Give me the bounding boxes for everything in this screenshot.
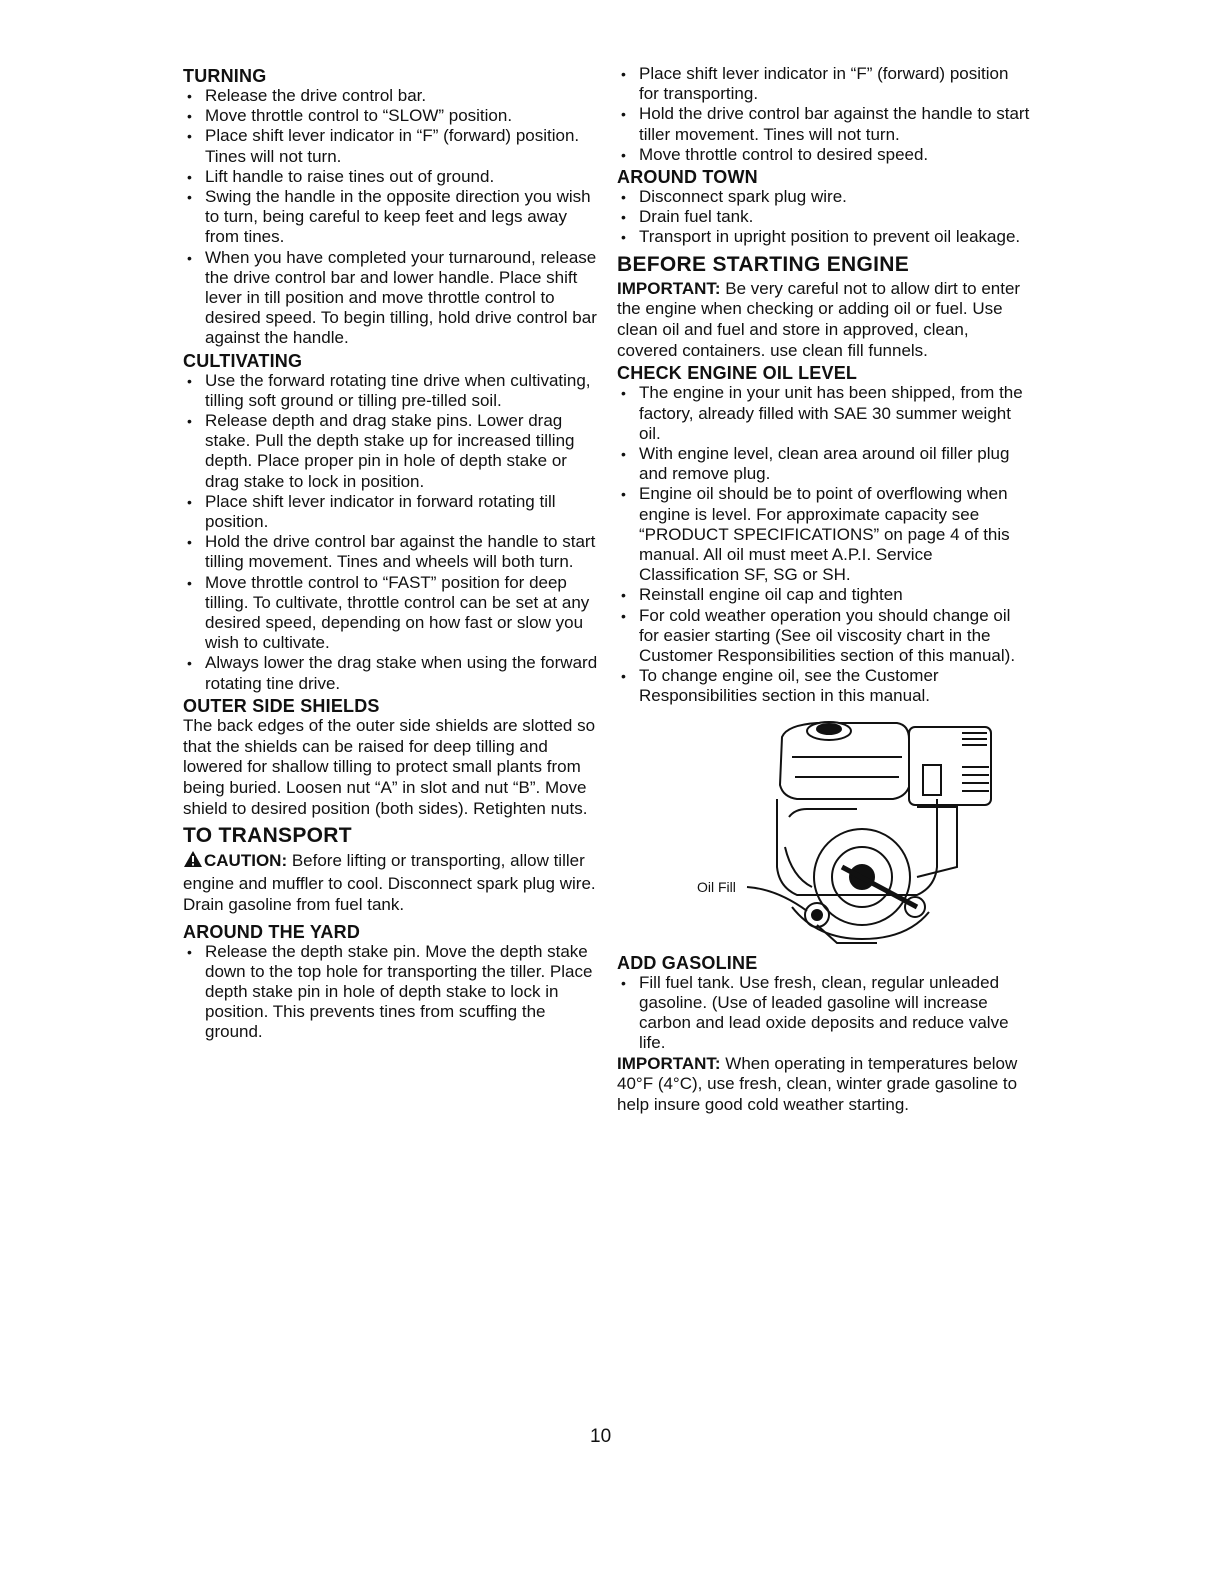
around-town-list	[617, 187, 1032, 248]
caution-label: CAUTION:	[204, 851, 288, 871]
list-item: • Place shift lever indicator in “F” (forward) position for transporting.	[617, 64, 1032, 104]
list-item: • Hold the drive control bar against the handle to start tiller movement. Tines will not turn.	[617, 104, 1032, 144]
list-item: • Move throttle control to “FAST” position for deep tilling. To cultivate, throttle control can be set at any desired speed, depending on how fast or slow you wish to cultivate.	[183, 573, 603, 654]
outer-side-shields-text: The back edges of the outer side shields are slotted so that the shields can be raised for deep tilling and lowered for shallow tilling to protect small plants from being buried. Loosen nut “A” in slot and nut “B”. Move shield to desired position (both sides). Retighten nuts.	[183, 715, 596, 818]
list-item: • With engine level, clean area around oil filler plug and remove plug.	[617, 444, 1032, 484]
oil-fill-label: Oil Fill	[697, 878, 736, 895]
before-starting-heading: BEFORE STARTING ENGINE	[617, 252, 910, 276]
list-item: • Fill fuel tank. Use fresh, clean, regular unleaded gasoline. (Use of leaded gasoline will increase carbon and lead oxide deposits and reduce valve life.	[617, 973, 1032, 1054]
list-item: • The engine in your unit has been shipped, from the factory, already filled with SAE 30 summer weight oil.	[617, 383, 1032, 444]
important-label: IMPORTANT:	[617, 278, 721, 298]
list-item: • When you have completed your turnaround, release the drive control bar and lower handle. Place shift lever in till position and move throttle control to desired speed. To begin tilling, hold drive control bar against the handle.	[183, 248, 603, 349]
list-item: • Drain fuel tank.	[617, 207, 1032, 227]
list-item: • For cold weather operation you should change oil for easier starting (See oil viscosity chart in the Customer Responsibilities section of this manual).	[617, 606, 1032, 667]
list-item: • Move throttle control to desired speed.	[617, 145, 1032, 165]
list-item: • Swing the handle in the opposite direction you wish to turn, being careful to keep feet and legs away from tines.	[183, 187, 603, 248]
list-item: • Place shift lever indicator in forward rotating till position.	[183, 492, 603, 532]
list-item: • Transport in upright position to prevent oil leakage.	[617, 227, 1032, 247]
around-town-heading: AROUND TOWN	[617, 167, 758, 188]
list-item: • Move throttle control to “SLOW” position.	[183, 106, 603, 126]
list-item: • Hold the drive control bar against the handle to start tilling movement. Tines and wheels will both turn.	[183, 532, 603, 572]
transport-continued-list	[617, 64, 1032, 165]
list-item: • Place shift lever indicator in “F” (forward) position. Tines will not turn.	[183, 126, 603, 166]
list-item: • To change engine oil, see the Customer Responsibilities section in this manual.	[617, 666, 1032, 706]
page-number: 10	[590, 1426, 612, 1447]
list-item: • Engine oil should be to point of overflowing when engine is level. For approximate capacity see “PRODUCT SPECIFICATIONS” on page 4 of this manual. All oil must meet A.P.I. Service Classification SF, SG or SH.	[617, 484, 1032, 585]
right-column	[617, 64, 1032, 1116]
turning-list	[183, 86, 603, 349]
important-text: When operating in temperatures below 40°F (4°C), use fresh, clean, winter grade gasoline to help insure good cold weather starting.	[617, 1053, 1018, 1114]
caution-text: Before lifting or transporting, allow tiller engine and muffler to cool. Disconnect spark plug wire. Drain gasoline from fuel tank.	[183, 851, 596, 914]
turning-heading: TURNING	[183, 66, 267, 86]
add-gasoline-list	[617, 973, 1032, 1054]
cultivating-heading: CULTIVATING	[183, 350, 303, 371]
add-gasoline-heading: ADD GASOLINE	[617, 952, 758, 973]
check-oil-heading: CHECK ENGINE OIL LEVEL	[617, 363, 858, 384]
list-item: • Disconnect spark plug wire.	[617, 187, 1032, 207]
to-transport-heading: TO TRANSPORT	[183, 824, 352, 848]
left-column	[183, 64, 603, 1043]
list-item: • Always lower the drag stake when using the forward rotating tine drive.	[183, 653, 603, 693]
list-item: • Release the depth stake pin. Move the depth stake down to the top hole for transporting the tiller. Place depth stake pin in hole of depth stake to lock in position. This prevents tines from scuffing the ground.	[183, 942, 603, 1043]
outer-side-shields-heading: OUTER SIDE SHIELDS	[183, 695, 380, 716]
important-paragraph	[617, 279, 1032, 362]
caution-paragraph	[183, 850, 603, 915]
warning-triangle-icon	[183, 850, 203, 874]
list-item: • Use the forward rotating tine drive when cultivating, tilling soft ground or tilling pre-tilled soil.	[183, 371, 603, 411]
engine-illustration	[617, 717, 1032, 947]
list-item: • Release depth and drag stake pins. Lower drag stake. Pull the depth stake up for increased tilling depth. Place proper pin in hole of depth stake or drag stake to lock in position.	[183, 411, 603, 492]
list-item: • Lift handle to raise tines out of ground.	[183, 167, 603, 187]
around-the-yard-list	[183, 942, 603, 1043]
important-label: IMPORTANT:	[617, 1053, 721, 1073]
check-oil-list	[617, 383, 1032, 706]
list-item: • Release the drive control bar.	[183, 86, 603, 106]
list-item: • Reinstall engine oil cap and tighten	[617, 585, 1032, 605]
cultivating-list	[183, 371, 603, 694]
important-text: Be very careful not to allow dirt to enter the engine when checking or adding oil or fuel. Use clean oil and fuel and store in approved, clean, covered containers. use clean fill funnels.	[617, 278, 1021, 360]
engine-oil-fill-figure	[617, 717, 1032, 947]
around-the-yard-heading: AROUND THE YARD	[183, 921, 361, 942]
gasoline-important-paragraph	[617, 1054, 1032, 1116]
